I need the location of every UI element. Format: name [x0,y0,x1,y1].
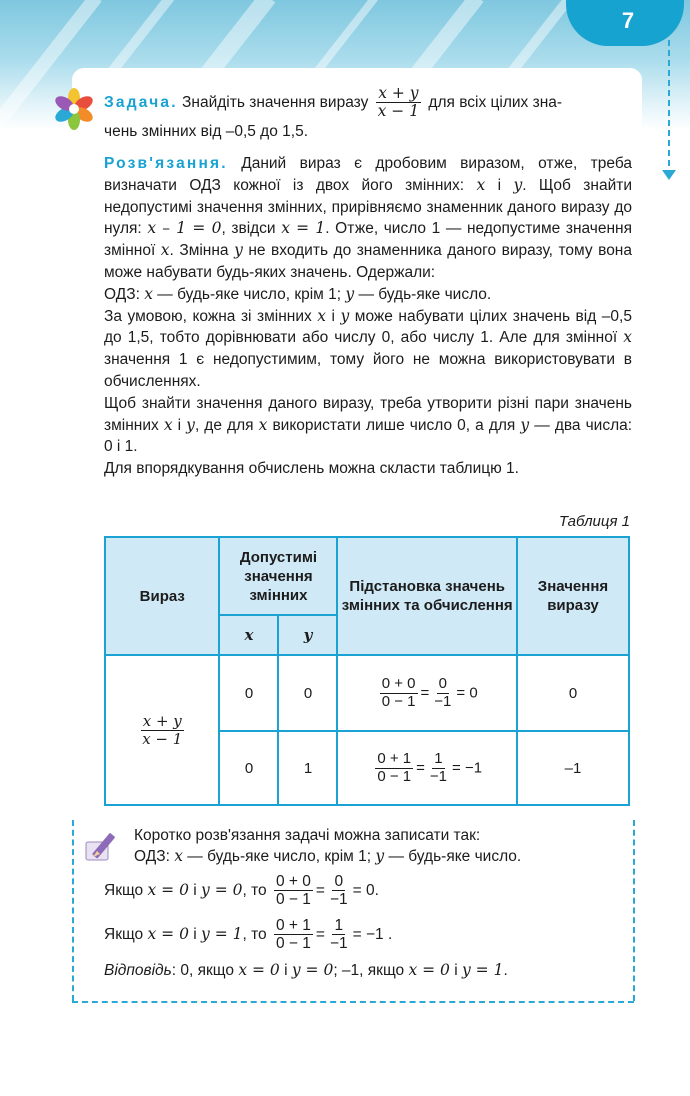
frame-divider [72,1001,634,1003]
header-substitution: Підстановка значень змінних та обчислення [337,537,516,655]
odz-line: ОДЗ: x — будь-яке число, крім 1; y — будь-яке число. [104,284,492,303]
task-block [104,85,632,143]
table-expression-cell: $\frac{x + y}{x - 1}$ [105,655,219,805]
note-case: Якщо x = 0 і y = 1, то $\frac{0 + 1}{0 - 1}$ = $\frac{1}{-1}$ = −1 . [104,916,393,953]
cell-value: –1 [517,731,629,805]
task-fraction: $\frac{x + y}{x - 1}$ [377,84,420,121]
cell-substitution: $\frac{0 + 0}{0 - 1}$ = $\frac{0}{-1}$ = 0 [337,655,516,731]
note-line: Коротко розв'язання задачі можна записати так: [134,827,481,844]
header-allowed-values: Допустимі значення змінних [219,537,337,615]
task-text: для всіх цілих зна- [428,93,563,111]
note-answer: Відповідь: 0, якщо x = 0 і y = 0; –1, якщо x = 0 і y = 1. [104,961,508,980]
cell-x: 0 [219,655,278,731]
page-number: 7 [566,0,684,46]
cell-value: 0 [517,655,629,731]
solution-label: Розв'язання. [104,155,228,172]
cell-y: 1 [278,731,337,805]
table-row [105,655,629,731]
header-y: y [278,615,337,655]
cell-x: 0 [219,731,278,805]
header-x: x [219,615,278,655]
cell-y: 0 [278,655,337,731]
task-label: Задача. [104,93,178,111]
note-odz: ОДЗ: x — будь-яке число, крім 1; y — будь-яке число. [134,847,522,865]
flower-icon [53,88,95,130]
header-value: Значення виразу [517,537,629,655]
short-solution [104,826,634,981]
note-case: Якщо x = 0 і y = 0, то $\frac{0 + 0}{0 - 1}$ = $\frac{0}{-1}$ = 0. [104,873,379,909]
table-1 [104,536,630,806]
task-text: чень змінних від –0,5 до 1,5. [104,122,309,140]
table-caption: Таблиця 1 [558,513,630,530]
side-dashed-line [668,40,670,176]
task-text: Знайдіть значення виразу [182,93,369,111]
cell-substitution: $\frac{0 + 1}{0 - 1}$ = $\frac{1}{-1}$ = −1 [337,731,516,805]
solution-block: Розв'язання. Даний вираз є дробовим виразом, отже, треба визначати ОДЗ кожної із двох його змінних: x і y. Щоб знайти недопустимі значення змінних, прирівняємо знаменник даного виразу до нуля: x – 1 = 0, звідси x = 1. Отже, число 1 — недопустиме значення змінної x. Змінна y не входить до знаменника даного виразу, тому вона може набувати будь-яких значень. Одержали: ОДЗ: x — будь-яке число, крім 1; y — будь-яке число. За умовою, кожна зі змінних x і y може набувати цілих значень від –0,5 до 1,5, тобто дорівнювати або числу 0, або числу 1. Але для змінної x значення 1 є недопустимим, тому його не можна використовувати в обчисленнях. Щоб знайти значення даного виразу, треба утворити різні пари значень змінних x і y, де для x використати лише число 0, а для y — два числа: 0 і 1. Для впорядкування обчислень можна скласти таблицю 1. [104,155,633,478]
arrow-down-icon [662,170,676,180]
frame-divider [72,820,74,1001]
header-expression: Вираз [105,537,219,655]
